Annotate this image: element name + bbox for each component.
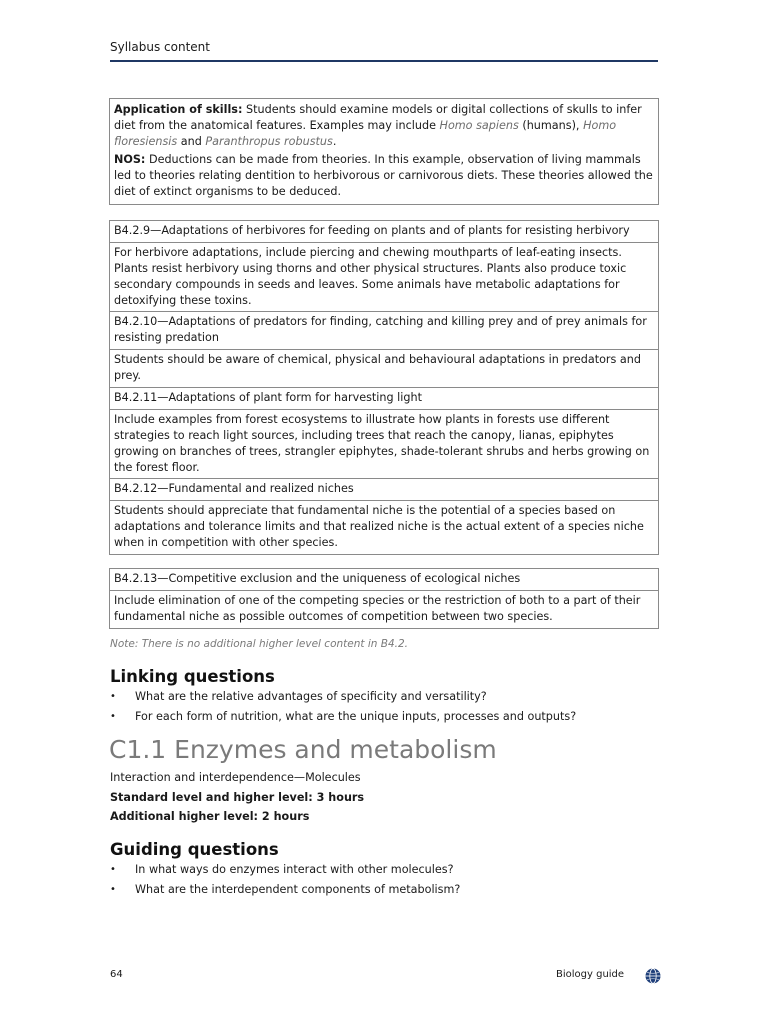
sl-hl-hours: Standard level and higher level: 3 hours	[110, 791, 365, 804]
understanding-box-b4-2-12	[109, 478, 659, 555]
guide-name: Biology guide	[556, 969, 625, 980]
understanding-guidance: Students should appreciate that fundamental niche is the potential of a species based on adaptations and tolerance limits and that realized niche is the actual extent of a species niche when in competition with other species.	[110, 500, 658, 554]
understanding-heading: B4.2.10—Adaptations of predators for finding, catching and killing prey and of prey animals for resisting predation	[114, 315, 647, 344]
ahl-hours: Additional higher level: 2 hours	[110, 810, 310, 823]
application-of-skills: Application of skills: Students should examine models or digital collections of skulls to infer diet from the anatomical features. Examples may include Homo sapiens (humans), Homo floresiensis and Paranthropus robustus.	[114, 103, 642, 148]
understanding-box-b4-2-11	[109, 387, 659, 480]
understanding-box-b4-2-9	[109, 220, 659, 313]
species-name: Homo floresiensis	[114, 119, 617, 148]
nature-of-science: NOS: Deductions can be made from theories. In this example, observation of living mammals led to theories relating dentition to herbivorous or carnivorous diets. These theories allowed the diet of extinct organisms to be deduced.	[114, 153, 653, 198]
understanding-box-b4-2-13	[109, 568, 659, 629]
species-name: Homo sapiens	[439, 119, 519, 132]
understanding-guidance: For herbivore adaptations, include piercing and chewing mouthparts of leaf-eating insects. Plants resist herbivory using thorns and other physical structures. Plants also produce toxic secondary compounds in seeds and leaves. Some animals have metabolic adaptations for detoxifying these toxins.	[110, 242, 658, 312]
understanding-heading: B4.2.13—Competitive exclusion and the uniqueness of ecological niches	[114, 572, 521, 585]
list-item: • For each form of nutrition, what are the unique inputs, processes and outputs?	[110, 707, 576, 727]
higher-level-note: Note: There is no additional higher level content in B4.2.	[110, 638, 408, 650]
understanding-box-b4-2-10	[109, 311, 659, 388]
bullet-icon: •	[110, 691, 116, 702]
understanding-heading: B4.2.12—Fundamental and realized niches	[114, 482, 354, 495]
list-item: • What are the interdependent components of metabolism?	[110, 880, 460, 900]
bullet-icon: •	[110, 884, 116, 895]
topic-theme: Interaction and interdependence—Molecules	[110, 771, 361, 784]
species-name: Paranthropus robustus	[205, 135, 333, 148]
understanding-heading: B4.2.9—Adaptations of herbivores for feeding on plants and of plants for resisting herbivory	[114, 224, 630, 237]
topic-title: C1.1 Enzymes and metabolism	[109, 735, 497, 764]
list-item: • What are the relative advantages of specificity and versatility?	[110, 687, 576, 707]
skills-nos-box	[109, 98, 659, 205]
bullet-icon: •	[110, 711, 116, 722]
understanding-guidance: Students should be aware of chemical, physical and behavioural adaptations in predators and prey.	[110, 349, 658, 387]
guiding-questions-list	[110, 860, 460, 900]
understanding-guidance: Include elimination of one of the competing species or the restriction of both to a part of their fundamental niche as possible outcomes of competition between two species.	[110, 590, 658, 628]
header-rule	[110, 60, 658, 62]
understanding-guidance: Include examples from forest ecosystems to illustrate how plants in forests use different strategies to reach light sources, including trees that reach the canopy, lianas, epiphytes growing on branches of trees, strangler epiphytes, shade-tolerant shrubs and herbs growing on the forest floor.	[110, 409, 658, 479]
running-header: Syllabus content	[110, 40, 210, 54]
ib-globe-logo-icon	[645, 968, 661, 984]
guiding-questions-heading: Guiding questions	[110, 840, 279, 859]
understanding-heading: B4.2.11—Adaptations of plant form for harvesting light	[114, 391, 422, 404]
list-item: • In what ways do enzymes interact with other molecules?	[110, 860, 460, 880]
bullet-icon: •	[110, 864, 116, 875]
page-number: 64	[110, 969, 123, 980]
linking-questions-heading: Linking questions	[110, 667, 275, 686]
linking-questions-list	[110, 687, 576, 727]
